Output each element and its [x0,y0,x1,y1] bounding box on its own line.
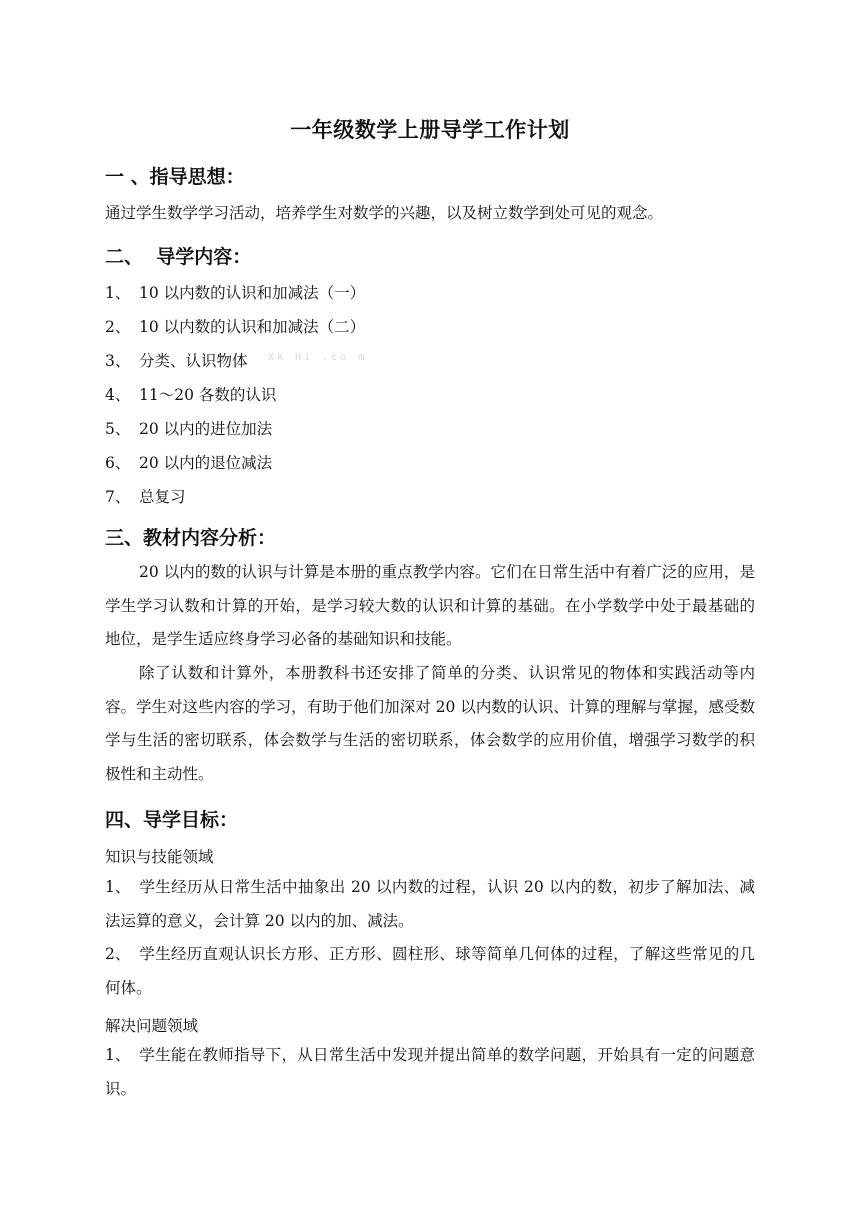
list-item-number: 3、 [105,352,131,370]
section-heading-material-analysis: 三、教材内容分析： [105,527,277,549]
list-item-text: 20 以内的进位加法 [139,420,273,438]
section-heading-content: 二、 导学内容： [105,246,252,268]
list-item-number: 2、 [105,318,131,336]
goal-item [105,1039,755,1106]
list-item-number: 4、 [105,386,131,404]
list-item [105,315,365,337]
paragraph-material-analysis-1: 20 以内的数的认识与计算是本册的重点教学内容。它们在日常生活中有着广泛的应用，是学生学习认数和计算的开始，是学习较大数的认识和计算的基础。在小学数学中处于最基础的地位，是学生适应终身学习必备的基础知识和技能。 [105,563,755,648]
list-item-number: 7、 [105,488,131,506]
goal-item-number: 1、 [105,878,131,896]
subheading-knowledge-skills: 知识与技能领域 [105,848,214,866]
document-title: 一年级数学上册导学工作计划 [290,118,570,142]
list-item-number: 5、 [105,420,131,438]
goal-item-text: 学生经历直观认识长方形、正方形、圆柱形、球等简单几何体的过程，了解这些常见的几何体。 [105,945,755,997]
goal-item-number: 1、 [105,1046,131,1064]
goal-item [105,871,755,938]
goal-item [105,938,755,1005]
list-item-number: 1、 [105,284,131,302]
list-item [105,281,365,303]
list-item [105,349,248,371]
section-body-guiding-thought: 通过学生数学学习活动，培养学生对数学的兴趣，以及树立数学到处可见的观念。 [105,204,664,222]
list-item [105,451,272,473]
list-item-text: 10 以内数的认识和加减法（一） [139,284,366,302]
list-item [105,417,272,439]
list-item-text: 总复习 [139,488,186,506]
list-item-text: 20 以内的退位减法 [139,454,273,472]
list-item [105,485,186,507]
list-item-text: 11～20 各数的认识 [139,386,277,404]
list-item-number: 6、 [105,454,131,472]
section-heading-guiding-thought: 一 、指导思想： [105,166,245,188]
goal-item-text: 学生能在教师指导下，从日常生活中发现并提出简单的数学问题，开始具有一定的问题意识。 [105,1046,755,1098]
paragraph-material-analysis-2: 除了认数和计算外，本册教科书还安排了简单的分类、认识常见的物体和实践活动等内容。学生对这些内容的学习，有助于他们加深对 20 以内数的认识、计算的理解与掌握，感受数学与生活的密切联系，体会数学与生活的密切联系，体会数学的应用价值，增强学习数学的积极性和主动性。 [105,664,755,783]
goal-item-text: 学生经历从日常生活中抽象出 20 以内数的过程，认识 20 以内的数，初步了解加法、减法运算的意义，会计算 20 以内的加、减法。 [105,878,755,930]
watermark-text: Xk Hi .co m [268,352,368,363]
section-heading-goals: 四、导学目标： [105,809,239,831]
list-item-text: 分类、认识物体 [139,352,248,370]
list-item [105,383,276,405]
goal-item-number: 2、 [105,945,131,963]
list-item-text: 10 以内数的认识和加减法（二） [139,318,366,336]
subheading-problem-solving: 解决问题领域 [105,1017,199,1035]
